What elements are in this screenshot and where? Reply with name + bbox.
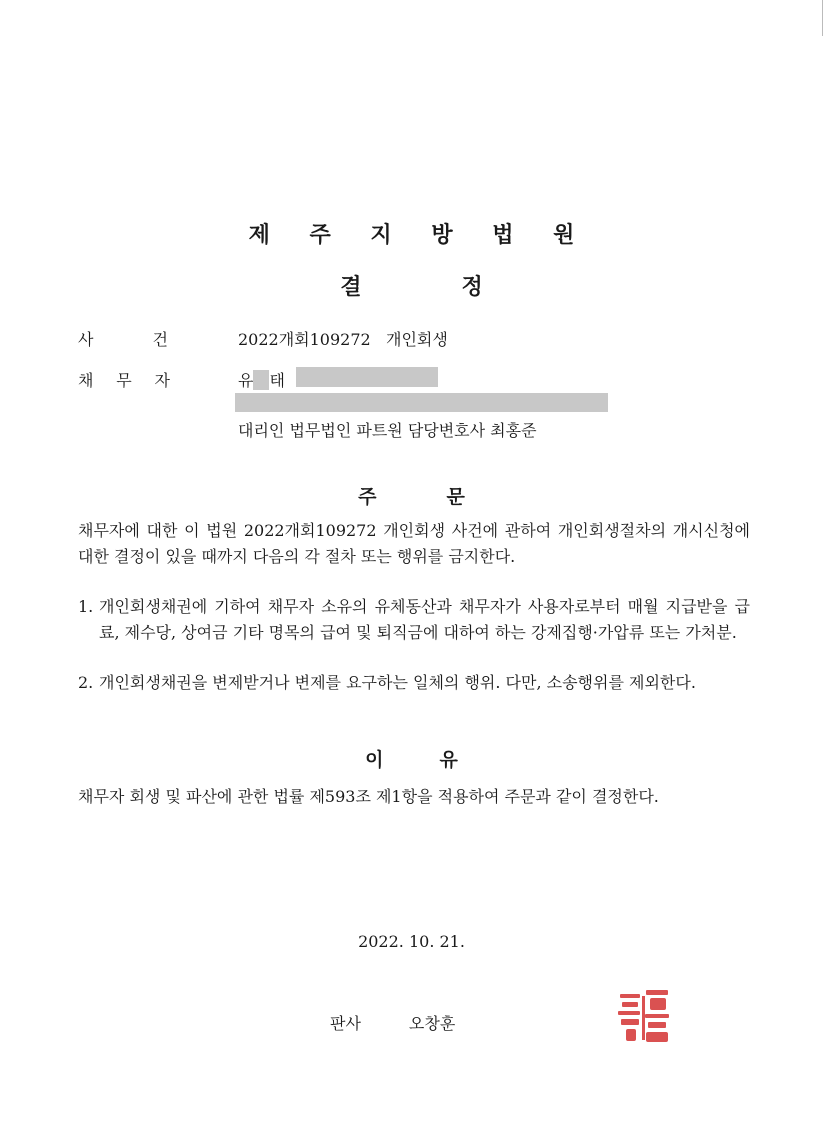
order-paragraph: 채무자에 대한 이 법원 2022개회109272 개인회생 사건에 관하여 개인회생절차의 개시신청에 대한 결정이 있을 때까지 다음의 각 절차 또는 행위를 금지한다. bbox=[78, 521, 750, 566]
court-seal-icon bbox=[612, 982, 676, 1052]
judge-title: 판사 bbox=[330, 1014, 361, 1033]
redaction-block bbox=[253, 370, 269, 390]
order-item-text: 개인회생채권에 기하여 채무자 소유의 유체동산과 채무자가 사용자로부터 매월 지급받을 급료, 제수당, 상여금 기타 명목의 급여 및 퇴직금에 대하여 하는 강제집행·가압류 또는 가처분. bbox=[99, 597, 750, 642]
order-item-2 bbox=[78, 670, 750, 696]
judge-name: 오창훈 bbox=[408, 1014, 456, 1033]
case-value bbox=[238, 327, 448, 350]
case-number: 2022개회109272 bbox=[238, 330, 371, 349]
order-item-number: 2. bbox=[78, 673, 94, 692]
doc-type-right: 정 bbox=[461, 275, 483, 300]
case-label: 사 건 bbox=[78, 330, 168, 349]
redacted-address-1 bbox=[296, 367, 438, 387]
case-type: 개인회생 bbox=[385, 330, 448, 349]
order-item-1 bbox=[78, 594, 750, 646]
judge-signature bbox=[330, 1011, 455, 1034]
order-item-number: 1. bbox=[78, 597, 94, 616]
debtor-name: 유 태 bbox=[238, 371, 285, 390]
doc-type-left: 결 bbox=[340, 275, 362, 300]
decision-date: 2022. 10. 21. bbox=[358, 932, 465, 951]
court-name: 제 주 지 방 법 원 bbox=[248, 223, 591, 248]
redacted-address-2 bbox=[235, 393, 608, 412]
document-type-title bbox=[0, 270, 823, 301]
debtor-label: 채 무 자 bbox=[78, 371, 170, 390]
order-item-text: 개인회생채권을 변제받거나 변제를 요구하는 일체의 행위. 다만, 소송행위를 제외한다. bbox=[99, 673, 696, 692]
order-section-title: 주 문 bbox=[358, 486, 465, 508]
reason-paragraph: 채무자 회생 및 파산에 관한 법률 제593조 제1항을 적용하여 주문과 같이 결정한다. bbox=[78, 787, 659, 806]
reason-section-title: 이 유 bbox=[365, 749, 458, 771]
debtor-agent: 대리인 법무법인 파트원 담당변호사 최홍준 bbox=[238, 421, 537, 440]
